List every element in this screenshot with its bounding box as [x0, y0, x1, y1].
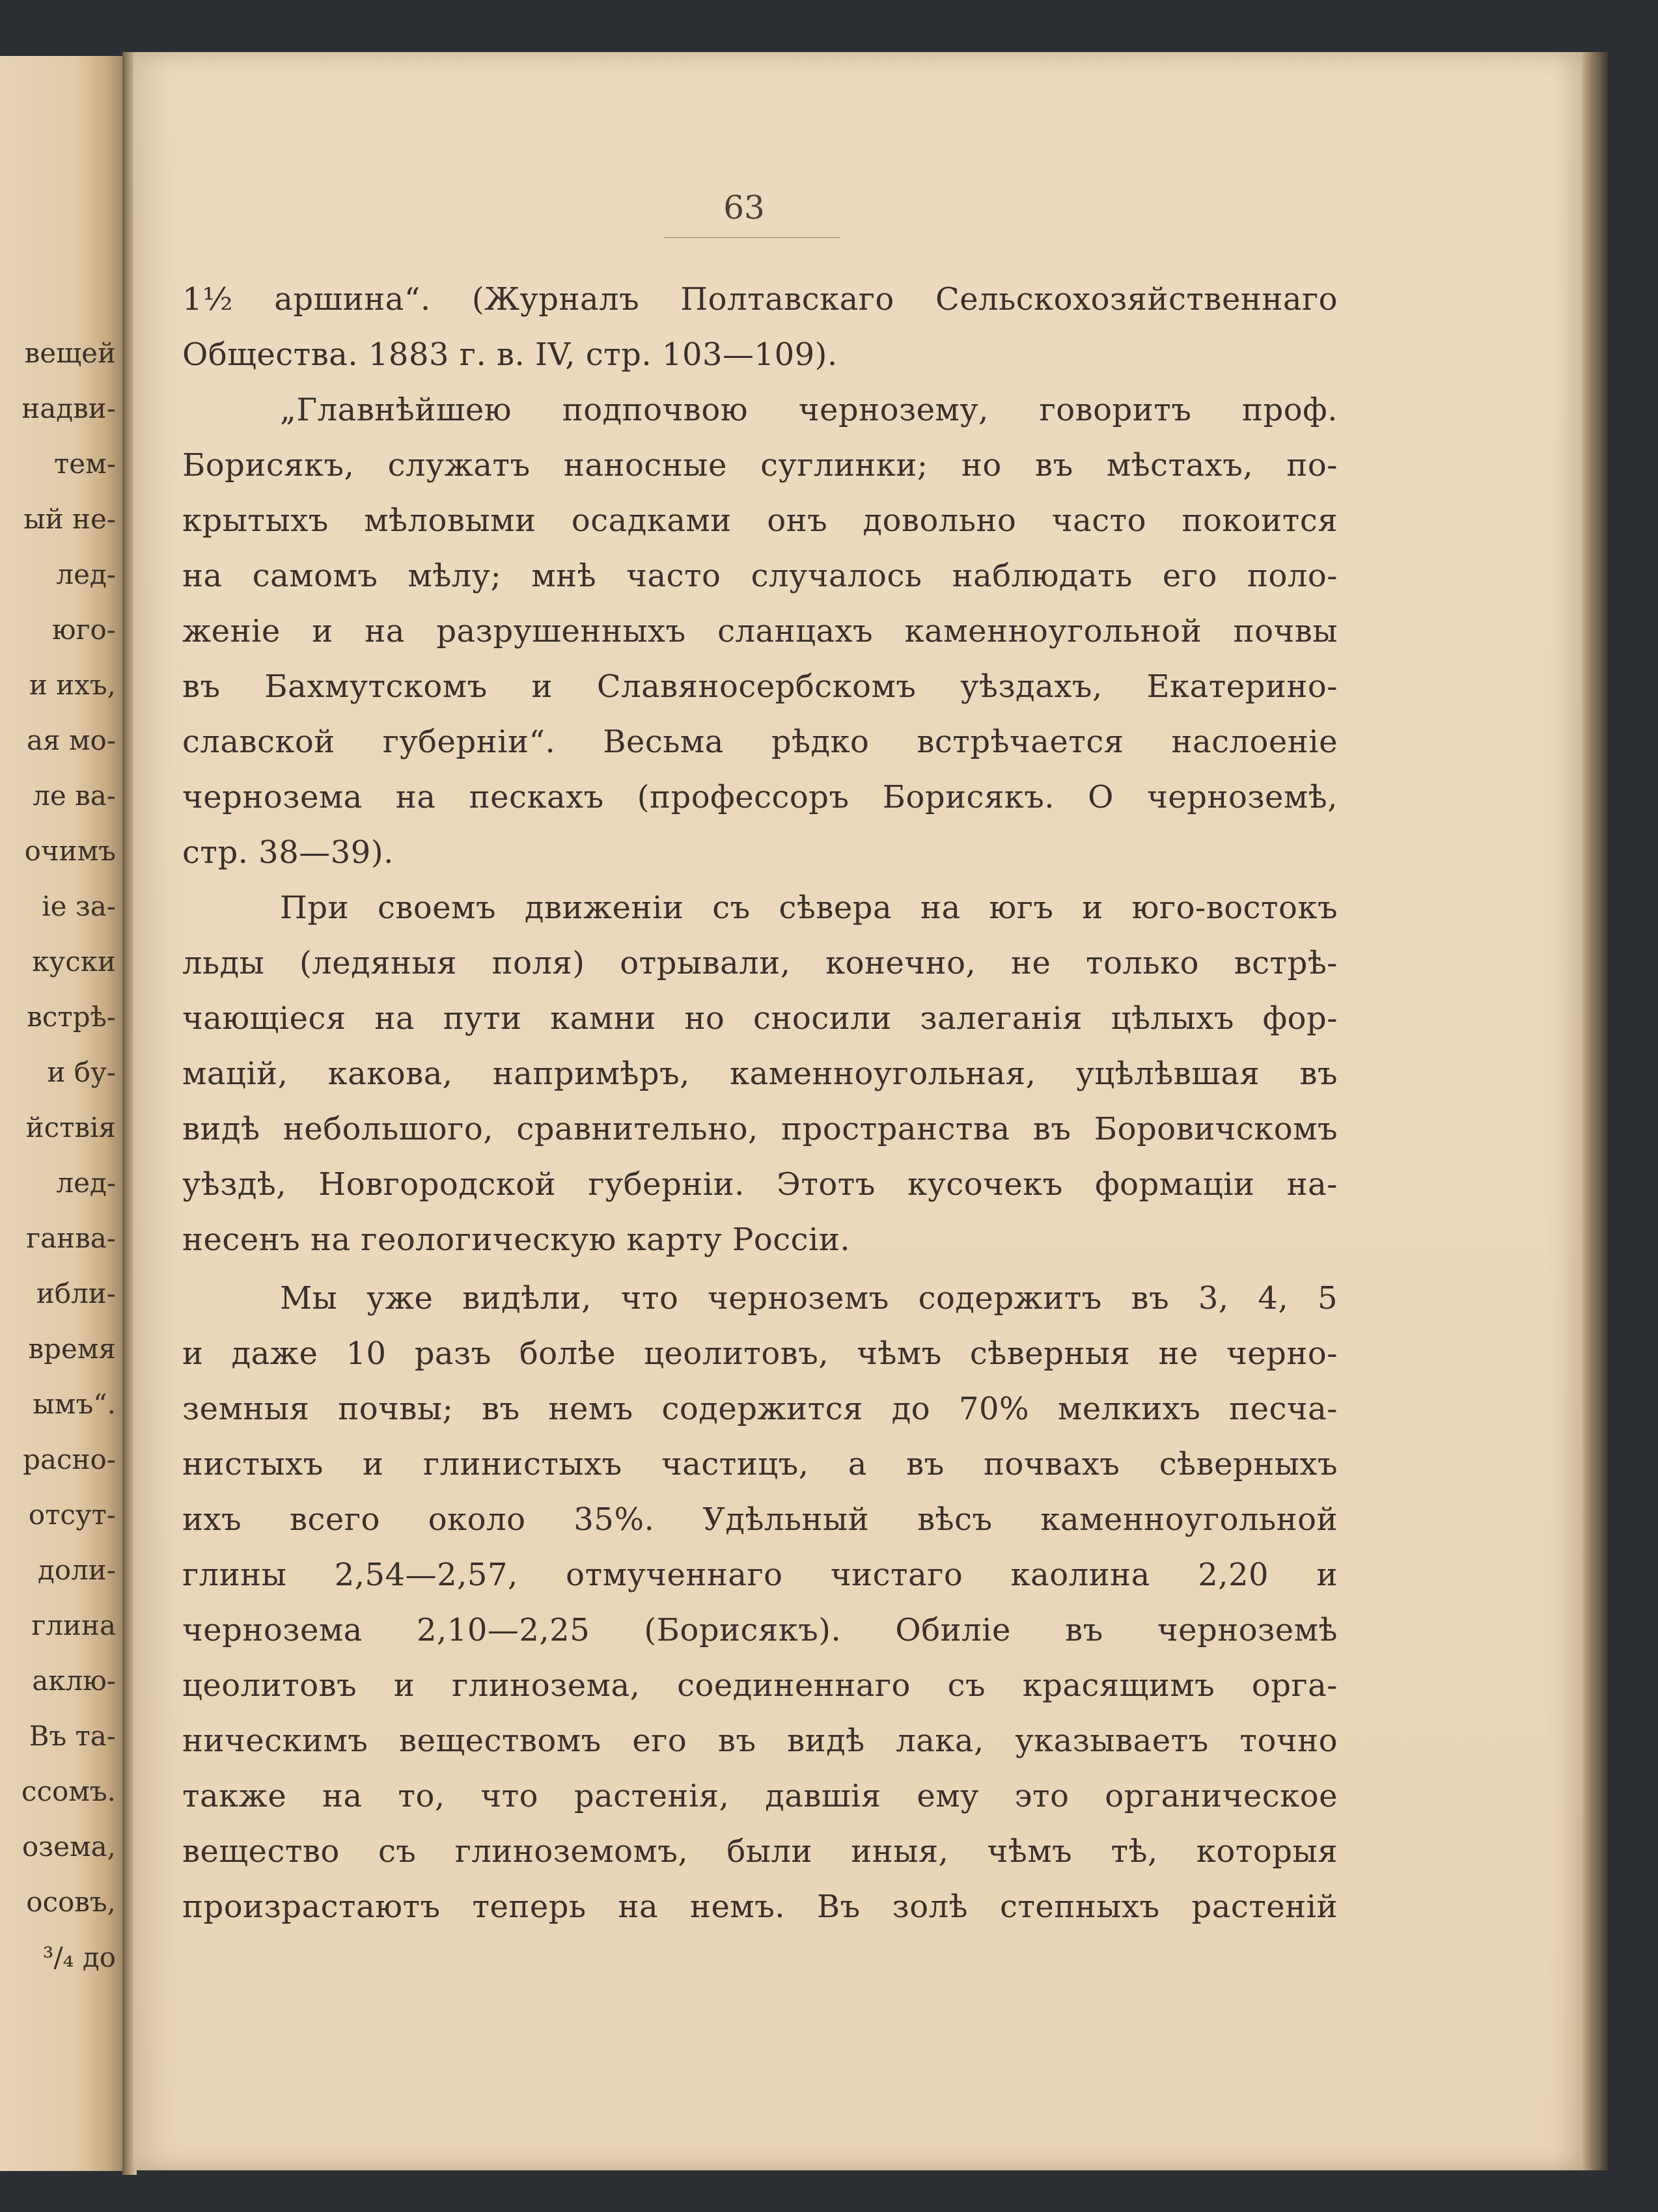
left-fragment: лед-	[56, 1167, 116, 1199]
text-line: стр. 38—39).	[182, 834, 394, 871]
text-line: 1½ аршина“. (Журналъ Полтавскаго Сельскохозяйственнаго	[182, 281, 1338, 318]
left-fragment: ый не-	[23, 503, 116, 535]
left-fragment: Въ та-	[29, 1720, 116, 1752]
text-line: льды (ледяныя поля) отрывали, конечно, не только встрѣ-	[182, 945, 1338, 981]
left-fragment: расно-	[23, 1443, 116, 1475]
text-line: крытыхъ мѣловыми осадками онъ довольно часто покоится	[182, 502, 1338, 539]
text-line: вещество съ глиноземомъ, были иныя, чѣмъ тѣ, которыя	[182, 1833, 1338, 1870]
text-line: и даже 10 разъ болѣе цеолитовъ, чѣмъ сѣверныя не черно-	[182, 1335, 1338, 1372]
text-line: глины 2,54—2,57, отмученнаго чистаго каолина 2,20 и	[182, 1557, 1338, 1593]
left-fragment: доли-	[37, 1554, 116, 1586]
left-fragment: очимъ	[24, 835, 116, 867]
left-fragment: осовъ,	[26, 1886, 116, 1918]
text-line: несенъ на геологическую карту Россіи.	[182, 1222, 851, 1258]
text-line: произрастаютъ теперь на немъ. Въ золѣ степныхъ растеній	[182, 1889, 1338, 1925]
left-fragment: юго-	[51, 614, 116, 646]
text-line: нистыхъ и глинистыхъ частицъ, а въ почвахъ сѣверныхъ	[182, 1446, 1338, 1482]
scanner-frame-top	[0, 0, 1658, 52]
left-fragment: и ихъ,	[29, 669, 116, 701]
left-fragment: ибли-	[36, 1277, 116, 1309]
scanner-frame-right	[1608, 0, 1658, 2212]
text-line: въ Бахмутскомъ и Славяносербскомъ уѣздахъ, Екатерино-	[182, 668, 1338, 705]
left-fragment: и бу-	[47, 1056, 116, 1088]
text-line: Общества. 1883 г. в. IV, стр. 103—109).	[182, 336, 838, 373]
page-number: 63	[723, 189, 765, 226]
text-line: ническимъ веществомъ его въ видѣ лака, указываетъ точно	[182, 1723, 1338, 1759]
left-fragment: аклю-	[32, 1665, 116, 1697]
text-line: „Главнѣйшею подпочвою чернозему, говоритъ проф.	[280, 392, 1338, 428]
text-line: женіе и на разрушенныхъ сланцахъ каменноугольной почвы	[182, 613, 1338, 649]
page-number-rule	[664, 237, 840, 238]
text-line: чернозема на пескахъ (профессоръ Борисякъ. О черноземѣ,	[182, 779, 1338, 815]
text-line: на самомъ мѣлу; мнѣ часто случалось наблюдать его поло-	[182, 558, 1338, 594]
text-line: чающіеся на пути камни но сносили залеганія цѣлыхъ фор-	[182, 1000, 1338, 1037]
left-fragment: іе за-	[42, 890, 116, 922]
left-fragment: ая мо-	[26, 724, 116, 756]
left-fragment: время	[28, 1333, 116, 1365]
text-line: При своемъ движеніи съ сѣвера на югъ и юго-востокъ	[280, 890, 1338, 926]
left-fragment: ссомъ.	[21, 1775, 116, 1807]
left-fragment: лед-	[56, 558, 116, 590]
text-line: Мы уже видѣли, что черноземъ содержитъ въ 3, 4, 5	[280, 1280, 1338, 1317]
left-fragment: озема,	[21, 1831, 116, 1863]
previous-page-sliver	[0, 56, 125, 2171]
left-fragment: встрѣ-	[27, 1001, 116, 1033]
text-line: ихъ всего около 35%. Удѣльный вѣсъ каменноугольной	[182, 1501, 1338, 1538]
left-fragment: ле ва-	[33, 780, 116, 812]
left-fragment: надви-	[21, 392, 116, 424]
text-line: земныя почвы; въ немъ содержится до 70% мелкихъ песча-	[182, 1391, 1338, 1427]
text-line: славской губерніи“. Весьма рѣдко встрѣчается наслоеніе	[182, 724, 1338, 760]
page-edge-shadow	[1582, 52, 1608, 2170]
left-fragment: тем-	[54, 448, 116, 480]
text-line: видѣ небольшого, сравнительно, пространства въ Боровичскомъ	[182, 1111, 1338, 1147]
text-line: также на то, что растенія, давшія ему это органическое	[182, 1778, 1338, 1814]
text-line: мацій, какова, напримѣръ, каменноугольная, уцѣлѣвшая въ	[182, 1056, 1338, 1092]
left-fragment: ³/₄ до	[42, 1941, 116, 1973]
text-line: Борисякъ, служатъ наносные суглинки; но въ мѣстахъ, по-	[182, 447, 1338, 484]
left-fragment: отсут-	[28, 1499, 116, 1531]
left-fragment: вещей	[24, 337, 116, 369]
left-fragment: глина	[31, 1609, 116, 1641]
left-fragment: йствія	[25, 1112, 116, 1143]
scanner-frame-bottom	[0, 2174, 1658, 2212]
text-line: цеолитовъ и глинозема, соединеннаго съ красящимъ орга-	[182, 1667, 1338, 1704]
left-fragment: ганва-	[26, 1222, 116, 1254]
left-fragment: ымъ“.	[33, 1388, 116, 1420]
text-line: уѣздѣ, Новгородской губерніи. Этотъ кусочекъ формаціи на-	[182, 1166, 1338, 1203]
left-fragment: куски	[32, 946, 116, 977]
text-line: чернозема 2,10—2,25 (Борисякъ). Обиліе въ черноземѣ	[182, 1612, 1338, 1648]
